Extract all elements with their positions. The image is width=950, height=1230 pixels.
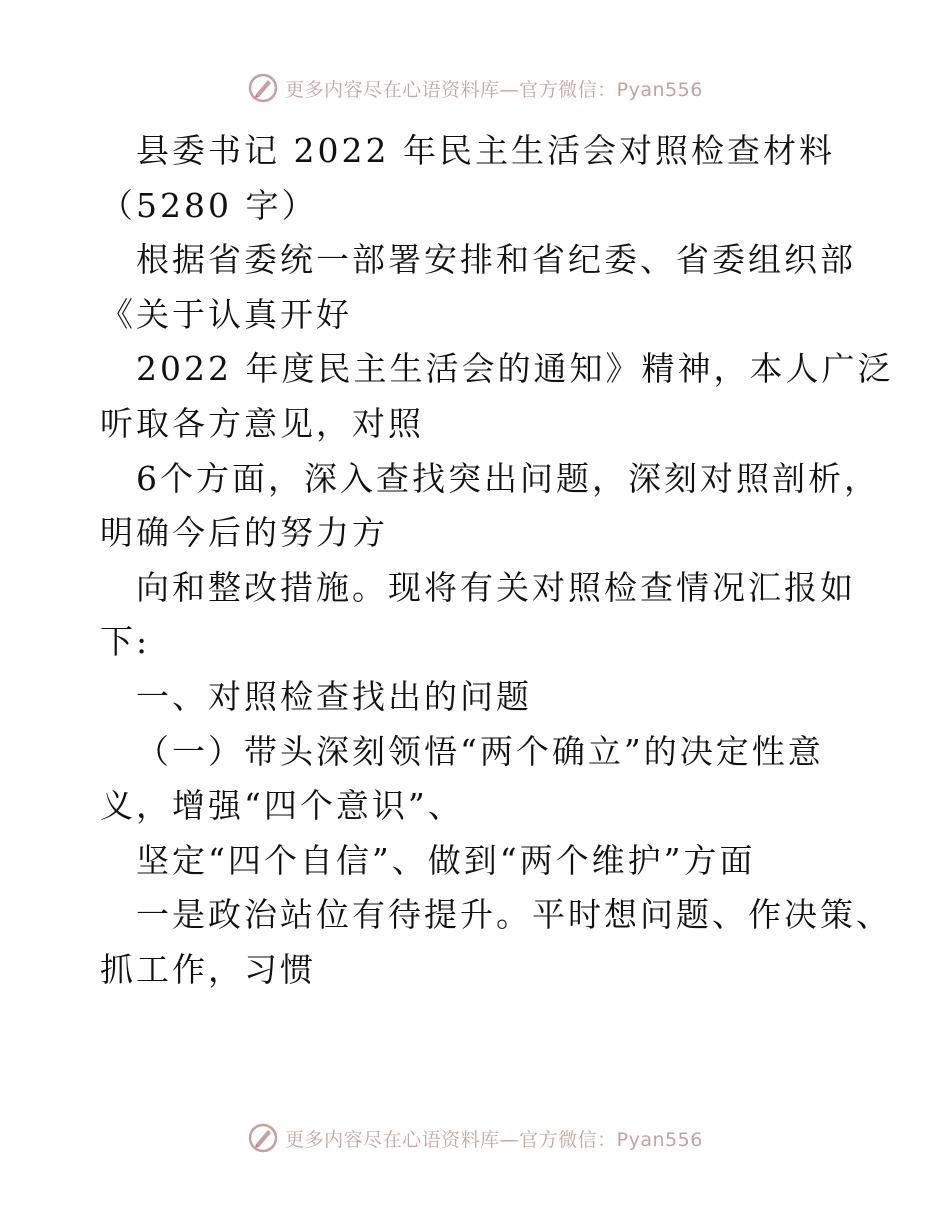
paragraph-line: 根据省委统一部署安排和省纪委、省委组织部 [136, 240, 856, 280]
paragraph-line: 一是政治站位有待提升。平时想问题、作决策、 [136, 895, 892, 935]
paragraph-line: 6个方面，深入查找突出问题，深刻对照剖析， [136, 458, 880, 498]
document-body [100, 124, 894, 998]
paragraph-line: 听取各方意见，对照 [100, 403, 424, 443]
watermark-text: 更多内容尽在心语资料库—官方微信：Pyan556 [285, 1128, 703, 1151]
pen-logo-icon [247, 72, 279, 104]
paragraph-line: 坚定“四个自信”、做到“两个维护”方面 [136, 840, 756, 880]
paragraph-line: 明确今后的努力方 [100, 513, 388, 553]
paragraph-line: 抓工作，习惯 [100, 949, 316, 989]
watermark-footer [0, 1122, 950, 1154]
word-count: （5280 字） [100, 185, 318, 225]
pen-logo-icon [247, 1122, 279, 1154]
paragraph-line: 向和整改措施。现将有关对照检查情况汇报如 [136, 567, 856, 607]
watermark-header [0, 72, 950, 104]
document-title: 县委书记 2022 年民主生活会对照检查材料 [136, 131, 835, 170]
paragraph-line: 2022 年度民主生活会的通知》精神，本人广泛 [136, 349, 894, 389]
watermark-text: 更多内容尽在心语资料库—官方微信：Pyan556 [285, 78, 703, 101]
section-heading: 一、对照检查找出的问题 [136, 676, 532, 716]
paragraph-line: 义，增强“四个意识”、 [100, 786, 464, 826]
paragraph-line: 《关于认真开好 [100, 294, 352, 334]
paragraph-line: 下: [100, 622, 151, 662]
subsection-heading: （一）带头深刻领悟“两个确立”的决定性意 [136, 731, 824, 771]
